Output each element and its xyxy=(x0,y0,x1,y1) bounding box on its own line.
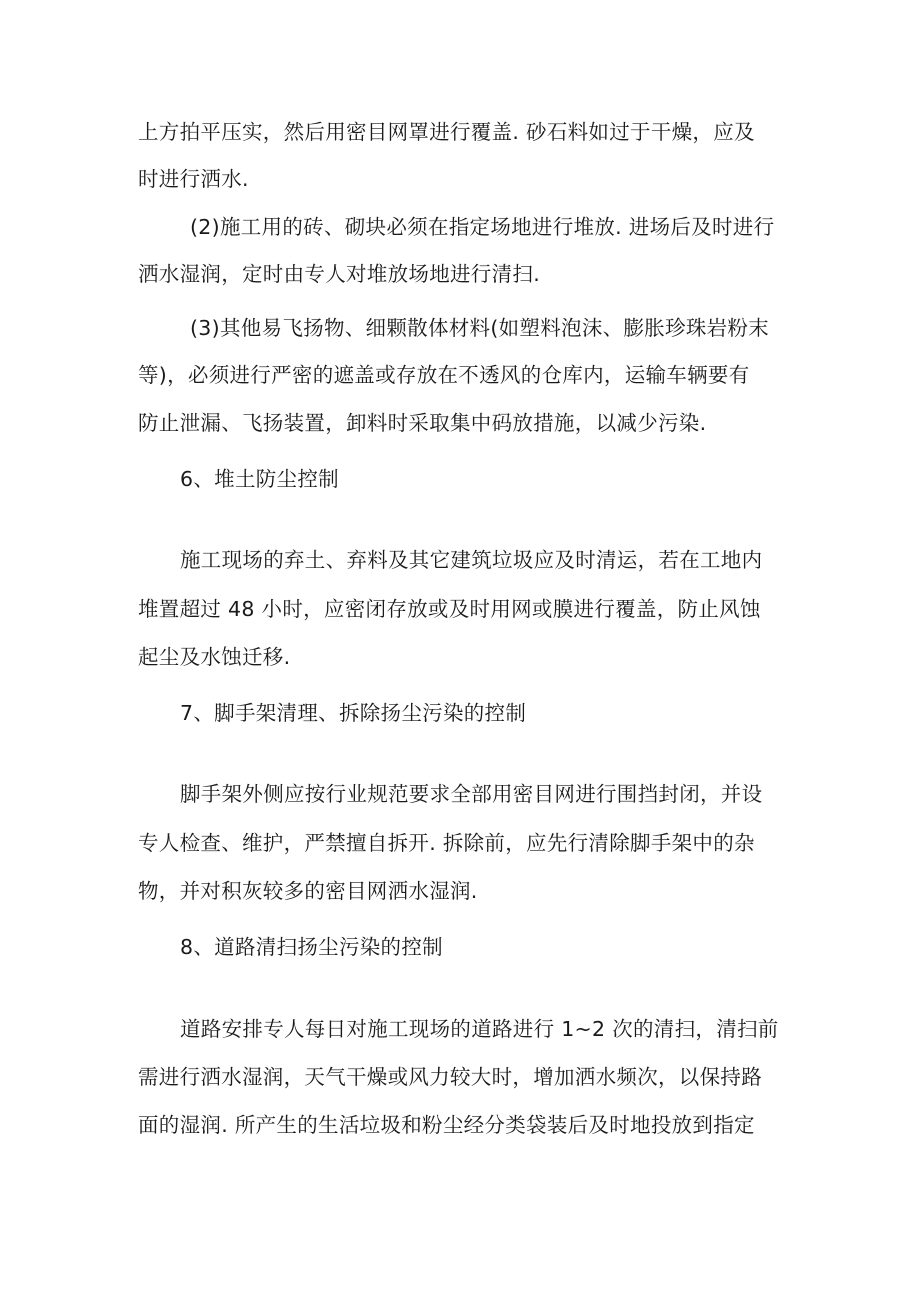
text-line: 道路安排专人每日对施工现场的道路进行 1~2 次的清扫，清扫前 xyxy=(180,1017,779,1041)
text-line: 等)，必须进行严密的遮盖或存放在不透风的仓库内，运输车辆要有 xyxy=(138,363,750,387)
text-line: 起尘及水蚀迁移. xyxy=(138,645,291,669)
text-line: 面的湿润. 所产生的生活垃圾和粉尘经分类袋装后及时地投放到指定 xyxy=(138,1113,755,1137)
text-line: 施工现场的弃土、弃料及其它建筑垃圾应及时清运，若在工地内 xyxy=(180,548,763,572)
text-line: 堆置超过 48 小时，应密闭存放或及时用网或膜进行覆盖，防止风蚀 xyxy=(138,597,761,621)
section-heading: 7、脚手架清理、拆除扬尘污染的控制 xyxy=(180,701,527,725)
text-line: 防止泄漏、飞扬装置，卸料时采取集中码放措施，以减少污染. xyxy=(138,411,707,435)
text-line: 上方拍平压实，然后用密目网罩进行覆盖. 砂石料如过于干燥，应及 xyxy=(138,120,755,144)
text-line: (3)其他易飞扬物、细颗散体材料(如塑料泡沫、膨胀珍珠岩粉末 xyxy=(190,316,770,340)
section-heading: 6、堆土防尘控制 xyxy=(180,467,339,491)
text-line: (2)施工用的砖、砌块必须在指定场地进行堆放. 进场后及时进行 xyxy=(190,215,775,239)
text-line: 脚手架外侧应按行业规范要求全部用密目网进行围挡封闭，并设 xyxy=(180,782,763,806)
text-line: 物，并对积灰较多的密目网洒水湿润. xyxy=(138,879,478,903)
text-line: 时进行洒水. xyxy=(138,167,249,191)
text-line: 洒水湿润，定时由专人对堆放场地进行清扫. xyxy=(138,262,541,286)
text-line: 专人检查、维护，严禁擅自拆开. 拆除前，应先行清除脚手架中的杂 xyxy=(138,831,755,855)
text-line: 需进行洒水湿润，天气干燥或风力较大时，增加洒水频次，以保持路 xyxy=(138,1065,762,1089)
section-heading: 8、道路清扫扬尘污染的控制 xyxy=(180,935,443,959)
